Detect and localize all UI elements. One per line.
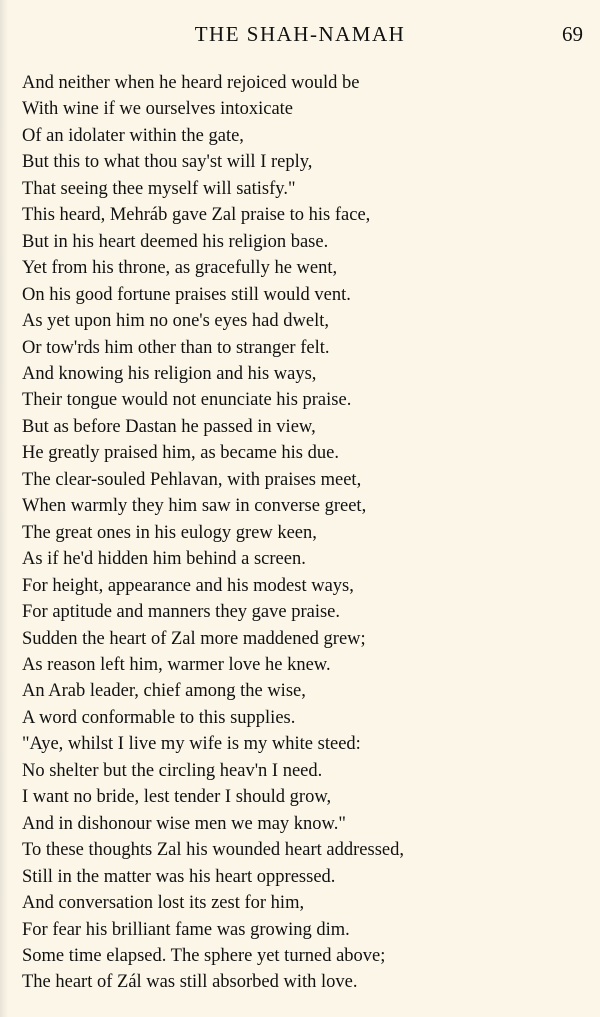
verse-line: A word conformable to this supplies. (22, 707, 296, 728)
verse-line: For aptitude and manners they gave praise. (22, 602, 340, 623)
verse-line: But as before Dastan he passed in view, (22, 416, 316, 437)
verse-line: When warmly they him saw in converse greet, (22, 496, 367, 517)
verse-line: As if he'd hidden him behind a screen. (22, 549, 306, 570)
verse-line: On his good fortune praises still would vent. (22, 284, 351, 305)
verse-line: Sudden the heart of Zal more maddened grew; (22, 628, 366, 649)
verse-line: As yet upon him no one's eyes had dwelt, (22, 311, 329, 332)
verse-line: For height, appearance and his modest ways, (22, 575, 354, 596)
verse-line: For fear his brilliant fame was growing dim. (22, 919, 350, 940)
verse-line: And conversation lost its zest for him, (22, 893, 305, 914)
verse-line: He greatly praised him, as became his due. (22, 443, 339, 464)
verse-line: Or tow'rds him other than to stranger felt. (22, 337, 330, 358)
verse-line: And neither when he heard rejoiced would be (22, 73, 360, 93)
verse-line: But this to what thou say'st will I reply, (22, 152, 313, 173)
page-number: 69 (562, 22, 583, 46)
verse-line: To these thoughts Zal his wounded heart addressed, (22, 840, 404, 861)
verse-line: No shelter but the circling heav'n I need. (22, 760, 323, 781)
verse-line: Still in the matter was his heart oppressed. (22, 866, 336, 887)
verse-line: But in his heart deemed his religion base. (22, 231, 329, 252)
verse-line: Yet from his throne, as gracefully he went, (22, 258, 338, 279)
verse-line: The great ones in his eulogy grew keen, (22, 522, 317, 543)
verse-block (22, 70, 592, 996)
verse-line: The clear-souled Pehlavan, with praises meet, (22, 469, 362, 490)
verse-line: This heard, Mehráb gave Zal praise to his face, (22, 205, 371, 226)
verse-line: And in dishonour wise men we may know." (22, 813, 346, 834)
running-head (0, 21, 600, 47)
verse-line: Some time elapsed. The sphere yet turned above; (22, 945, 386, 966)
verse-line: That seeing thee myself will satisfy." (22, 178, 296, 199)
verse-line: As reason left him, warmer love he knew. (22, 654, 331, 675)
verse-line: "Aye, whilst I live my wife is my white steed: (22, 734, 361, 755)
verse-line: Their tongue would not enunciate his praise. (22, 390, 352, 411)
verse-line: And knowing his religion and his ways, (22, 363, 317, 384)
verse-line: An Arab leader, chief among the wise, (22, 681, 306, 702)
verse-line: The heart of Zál was still absorbed with love. (22, 972, 358, 993)
page-edge-shadow (0, 0, 8, 1017)
verse-line: Of an idolater within the gate, (22, 125, 244, 146)
running-title: THE SHAH-NAMAH (194, 22, 406, 46)
verse-line: I want no bride, lest tender I should grow, (22, 787, 332, 808)
verse-line: With wine if we ourselves intoxicate (22, 99, 294, 120)
